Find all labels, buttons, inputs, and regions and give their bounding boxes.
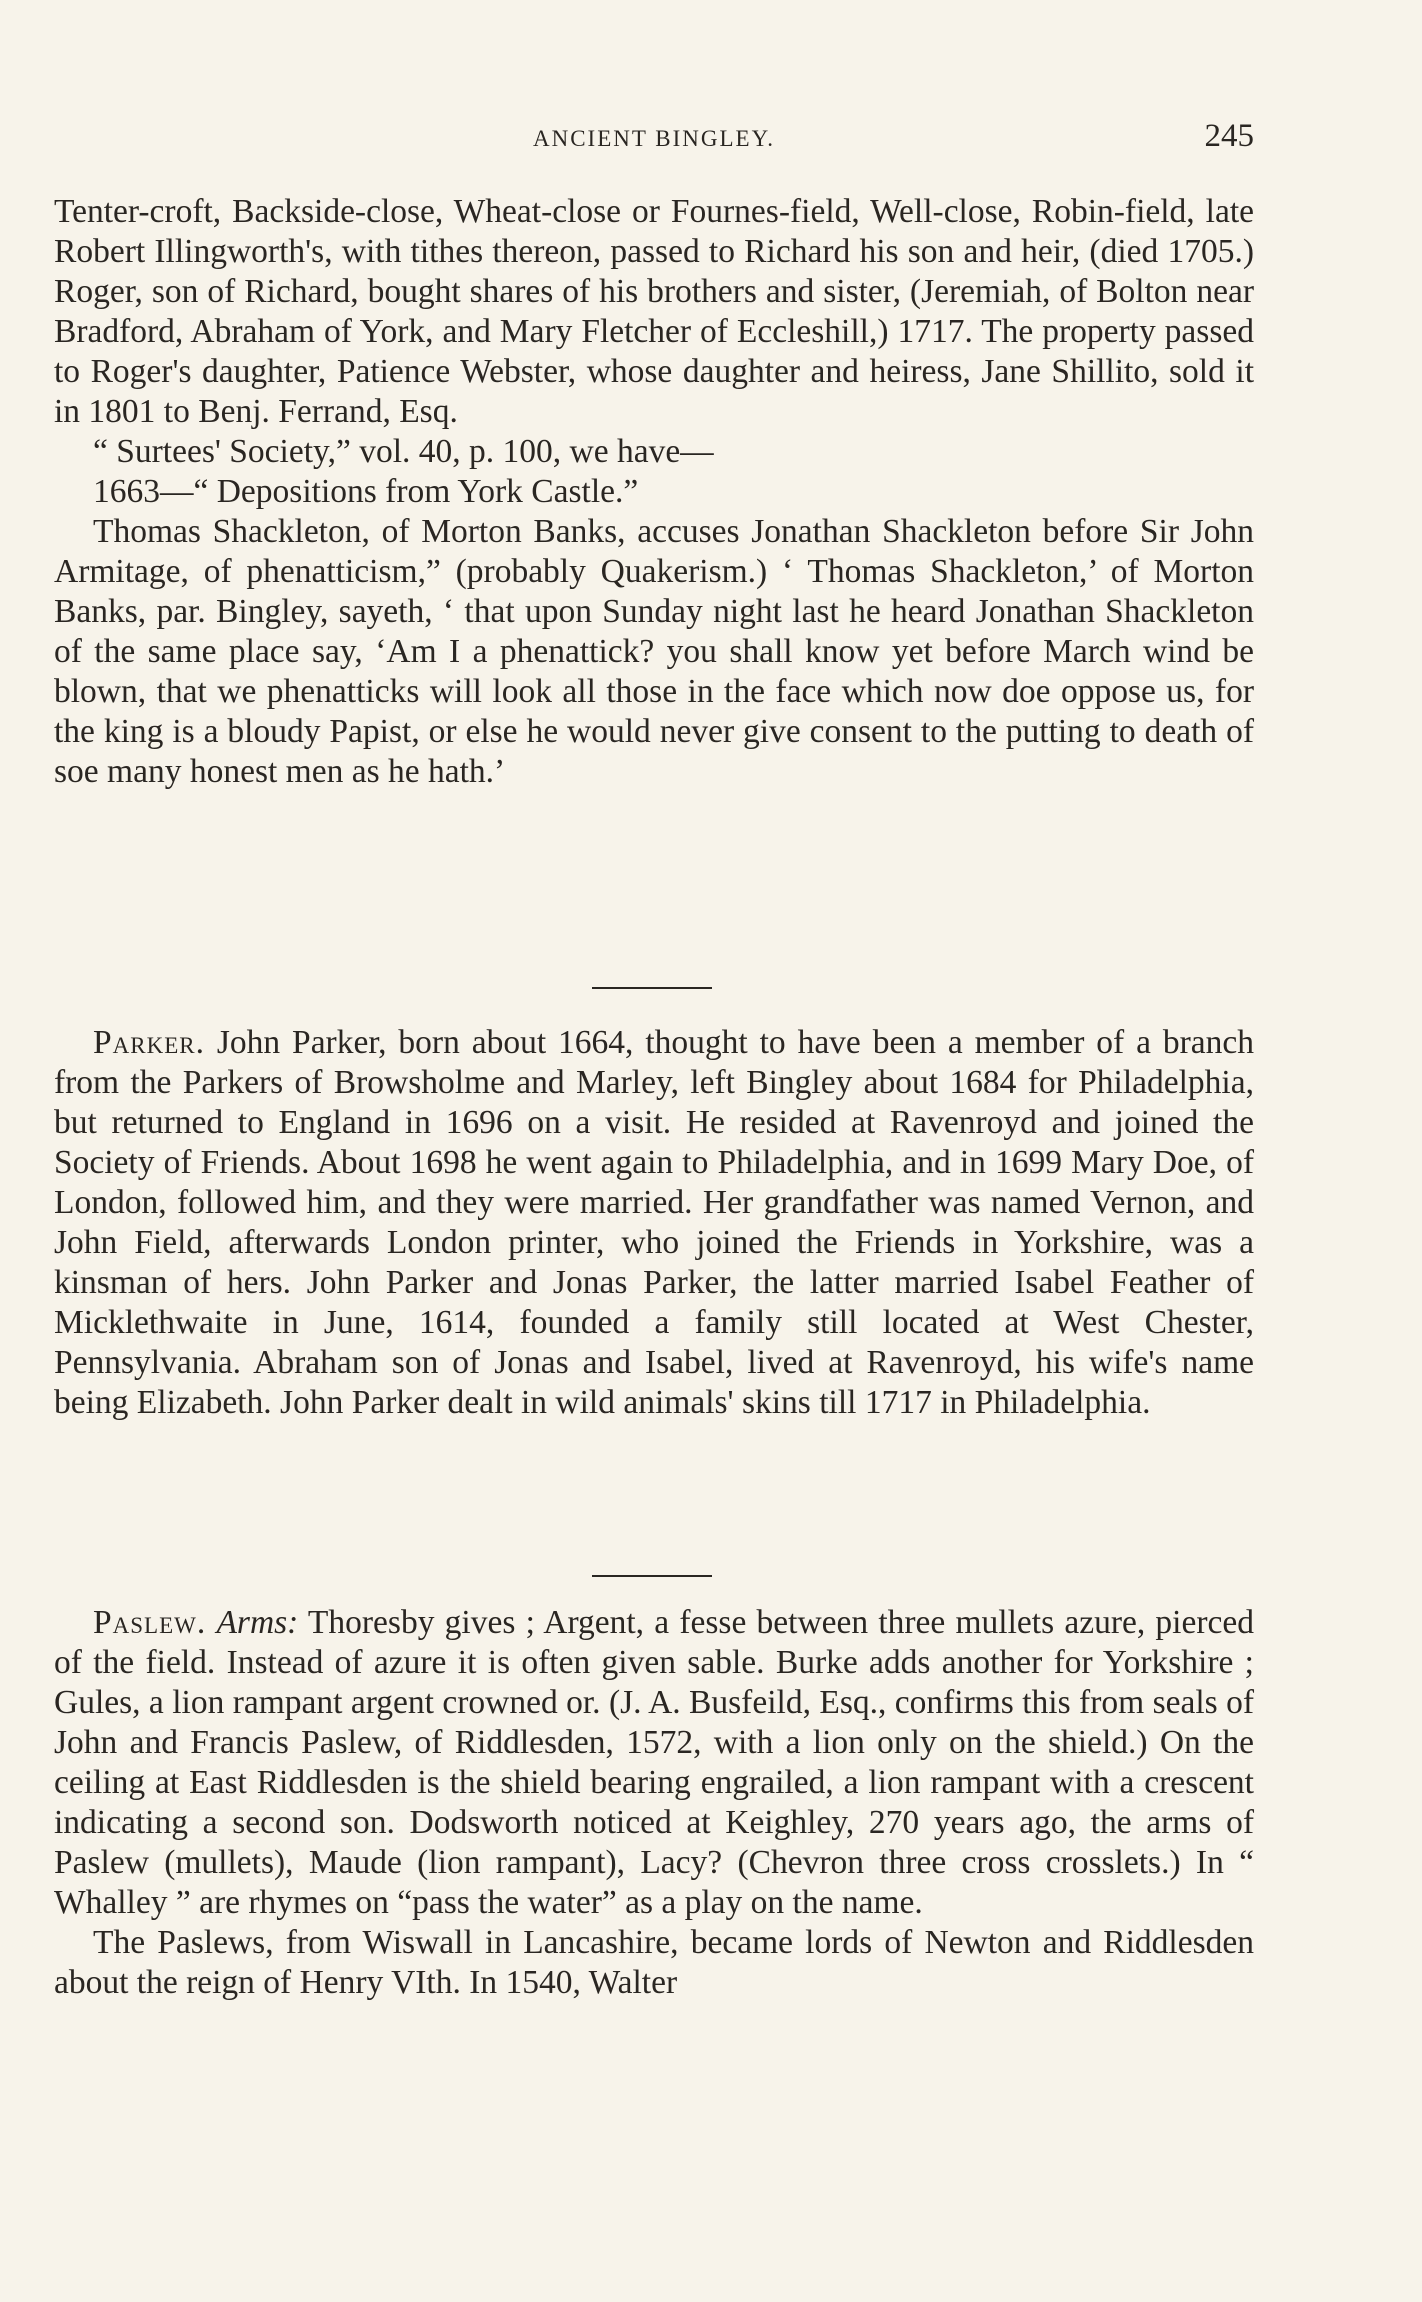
arms-label: Arms: <box>216 1604 299 1641</box>
section-divider <box>592 1575 712 1577</box>
paragraph-paslew-lineage: The Paslews, from Wiswall in Lancashire, became lords of Newton and Riddlesden about the reign of Henry VIth. In 1540, Walter <box>54 1924 1254 2001</box>
paragraph-surtees: “ Surtees' Society,” vol. 40, p. 100, we have— <box>93 433 714 470</box>
running-head <box>54 118 1254 158</box>
text-block-bingley-property <box>54 192 1254 792</box>
section-divider <box>592 987 712 989</box>
paragraph-parker <box>54 1023 1254 1423</box>
section-heading-paslew: Paslew. <box>93 1604 207 1641</box>
paragraph-paslew-arms <box>54 1603 1254 1923</box>
section-heading-parker: Parker. <box>93 1024 205 1061</box>
paragraph-parker-body: John Parker, born about 1664, thought to have been a member of a branch from the Parkers of Browsholme and Marley, left Bingley about 1684 for Philadelphia, but returned to England in 1696 on a visit. He resided at Ravenroyd and joined the Society of Friends. About 1698 he went again to Philadelphia, and in 1699 Mary Doe, of London, followed him, and they were married. Her grandfather was named Vernon, and John Field, afterwards London printer, who joined the Friends in Yorkshire, was a kinsman of hers. John Parker and Jonas Parker, the latter married Isabel Feather of Micklethwaite in June, 1614, founded a family still located at West Chester, Pennsylvania. Abraham son of Jonas and Isabel, lived at Ravenroyd, his wife's name being Elizabeth. John Parker dealt in wild animals' skins till 1717 in Philadelphia. <box>54 1024 1254 1421</box>
running-title: ANCIENT BINGLEY. <box>533 126 775 151</box>
section-parker <box>54 1023 1254 1423</box>
section-paslew <box>54 1603 1254 2003</box>
page-number: 245 <box>1204 118 1254 154</box>
paragraph-shackleton: Thomas Shackleton, of Morton Banks, accuses Jonathan Shackleton before Sir John Armitage, of phenatticism,” (probably Quakerism.) ‘ Thomas Shackleton,’ of Morton Banks, par. Bingley, sayeth, ‘ that upon Sunday night last he heard Jonathan Shackleton of the same place say, ‘Am I a phenattick? you shall know yet before March wind be blown, that we phenatticks will look all those in the face which now doe oppose us, for the king is a bloudy Papist, or else he would never give consent to the putting to death of soe many honest men as he hath.’ <box>54 513 1254 790</box>
paragraph-depositions: 1663—“ Depositions from York Castle.” <box>93 473 639 510</box>
paragraph-paslew-body: Thoresby gives ; Argent, a fesse between three mullets azure, pierced of the field. Instead of azure it is often given sable. Burke adds another for Yorkshire ; Gules, a lion rampant argent crowned or. (J. A. Busfeild, Esq., confirms this from seals of John and Francis Paslew, of Riddlesden, 1572, with a lion only on the shield.) On the ceiling at East Riddlesden is the shield bearing engrailed, a lion rampant with a crescent indicating a second son. Dodsworth noticed at Keighley, 270 years ago, the arms of Paslew (mullets), Maude (lion rampant), Lacy? (Chevron three cross crosslets.) In “ Whalley ” are rhymes on “pass the water” as a play on the name. <box>54 1604 1255 1921</box>
paragraph-property: Tenter-croft, Backside-close, Wheat-close or Fournes-field, Well-close, Robin-field, late Robert Illingworth's, with tithes thereon, passed to Richard his son and heir, (died 1705.) Roger, son of Richard, bought shares of his brothers and sister, (Jeremiah, of Bolton near Bradford, Abraham of York, and Mary Fletcher of Eccleshill,) 1717. The property passed to Roger's daughter, Patience Webster, whose daughter and heiress, Jane Shillito, sold it in 1801 to Benj. Ferrand, Esq. <box>54 193 1254 430</box>
